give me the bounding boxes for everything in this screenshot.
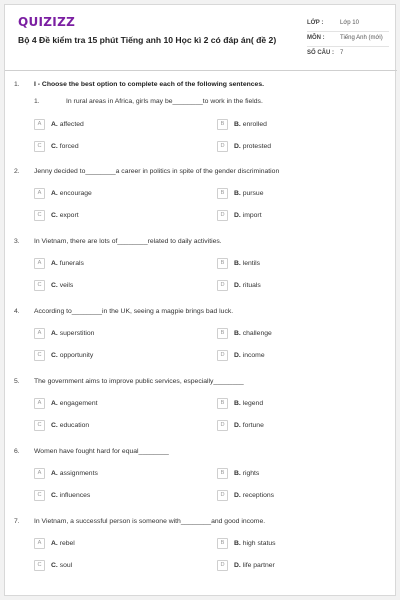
option-box: A <box>34 538 45 549</box>
option-text: soul <box>59 561 73 569</box>
question-7 <box>5 518 397 578</box>
option-box: C <box>34 141 45 152</box>
option-text: veils <box>59 281 74 289</box>
option-box: D <box>217 350 228 361</box>
option-c[interactable] <box>34 140 79 152</box>
question-2 <box>5 168 397 228</box>
option-b[interactable] <box>217 537 276 549</box>
option-text: funerals <box>59 259 84 267</box>
question-text: According to________in the UK, seeing a magpie brings bad luck. <box>34 308 234 315</box>
option-letter: A. <box>51 259 58 267</box>
option-letter: C. <box>51 281 58 289</box>
option-d[interactable] <box>217 349 265 361</box>
option-a[interactable] <box>34 327 94 339</box>
option-text: influences <box>59 491 91 499</box>
option-box: D <box>217 560 228 571</box>
option-text: rights <box>242 469 260 477</box>
option-box: D <box>217 490 228 501</box>
option-box: B <box>217 258 228 269</box>
option-letter: B. <box>234 259 241 267</box>
option-letter: D. <box>234 561 241 569</box>
option-letter: B. <box>234 399 241 407</box>
option-d[interactable] <box>217 140 271 152</box>
option-letter: D. <box>234 211 241 219</box>
option-box: D <box>217 210 228 221</box>
option-box: D <box>217 280 228 291</box>
option-letter: D. <box>234 351 241 359</box>
meta-value: 7 <box>340 49 344 56</box>
question-text: I - Choose the best option to complete each of the following sentences. <box>34 81 264 88</box>
meta-key: SỐ CÂU : <box>307 49 334 56</box>
option-c[interactable] <box>34 419 89 431</box>
option-letter: D. <box>234 421 241 429</box>
meta-row-subject <box>307 32 383 43</box>
question-number: 5. <box>14 378 20 385</box>
option-box: C <box>34 420 45 431</box>
option-box: C <box>34 210 45 221</box>
option-letter: D. <box>234 281 241 289</box>
option-text: challenge <box>242 329 272 337</box>
option-box: B <box>217 119 228 130</box>
question-3 <box>5 238 397 298</box>
option-box: C <box>34 560 45 571</box>
option-text: fortune <box>242 421 264 429</box>
option-b[interactable] <box>217 187 264 199</box>
option-b[interactable] <box>217 257 260 269</box>
option-letter: C. <box>51 491 58 499</box>
option-box: A <box>34 188 45 199</box>
option-letter: B. <box>234 189 241 197</box>
option-text: export <box>59 211 79 219</box>
option-text: receptions <box>242 491 275 499</box>
option-text: lentils <box>242 259 261 267</box>
option-text: education <box>59 421 90 429</box>
meta-row-count <box>307 47 383 58</box>
option-c[interactable] <box>34 349 93 361</box>
question-4 <box>5 308 397 368</box>
option-d[interactable] <box>217 419 264 431</box>
option-text: encourage <box>59 189 92 197</box>
option-d[interactable] <box>217 209 262 221</box>
option-box: A <box>34 119 45 130</box>
option-a[interactable] <box>34 257 84 269</box>
option-box: B <box>217 538 228 549</box>
option-box: C <box>34 280 45 291</box>
option-box: B <box>217 328 228 339</box>
option-box: B <box>217 468 228 479</box>
option-letter: A. <box>51 189 58 197</box>
meta-divider <box>307 46 389 47</box>
option-text: enrolled <box>242 120 267 128</box>
question-number: 1. <box>14 81 20 88</box>
option-box: A <box>34 468 45 479</box>
option-c[interactable] <box>34 559 72 571</box>
option-box: A <box>34 258 45 269</box>
option-text: life partner <box>242 561 275 569</box>
option-d[interactable] <box>217 489 274 501</box>
option-text: income <box>242 351 265 359</box>
worksheet-page <box>4 4 396 596</box>
meta-key: MÔN : <box>307 34 325 41</box>
option-text: superstition <box>59 329 95 337</box>
option-letter: C. <box>51 142 58 150</box>
option-b[interactable] <box>217 397 263 409</box>
option-a[interactable] <box>34 187 92 199</box>
option-a[interactable] <box>34 537 75 549</box>
option-d[interactable] <box>217 279 261 291</box>
question-number: 7. <box>14 518 20 525</box>
question-text: In Vietnam, a successful person is someone with________and good income. <box>34 518 266 525</box>
option-letter: C. <box>51 351 58 359</box>
option-d[interactable] <box>217 559 275 571</box>
meta-key: LỚP : <box>307 19 324 26</box>
option-b[interactable] <box>217 327 272 339</box>
option-box: B <box>217 188 228 199</box>
option-letter: A. <box>51 399 58 407</box>
worksheet-title: Bộ 4 Đề kiểm tra 15 phút Tiếng anh 10 Học kì 2 có đáp án( đề 2) <box>18 35 277 45</box>
option-text: high status <box>242 539 276 547</box>
meta-row-class <box>307 17 383 28</box>
option-letter: A. <box>51 539 58 547</box>
option-text: legend <box>242 399 264 407</box>
option-b[interactable] <box>217 118 267 130</box>
question-text: The government aims to improve public services, especially________ <box>34 378 244 385</box>
sub-question-number: 1. <box>34 98 40 105</box>
option-letter: C. <box>51 421 58 429</box>
option-letter: B. <box>234 469 241 477</box>
option-box: A <box>34 328 45 339</box>
option-letter: A. <box>51 329 58 337</box>
option-box: D <box>217 141 228 152</box>
meta-value: Tiếng Anh (mới) <box>340 34 383 41</box>
option-text: pursue <box>242 189 264 197</box>
option-letter: C. <box>51 561 58 569</box>
question-6 <box>5 448 397 508</box>
option-letter: D. <box>234 142 241 150</box>
option-text: rituals <box>242 281 261 289</box>
question-1 <box>5 81 397 161</box>
option-text: engagement <box>59 399 98 407</box>
option-box: B <box>217 398 228 409</box>
option-c[interactable] <box>34 489 90 501</box>
option-text: affected <box>59 120 84 128</box>
question-number: 4. <box>14 308 20 315</box>
option-text: assignments <box>59 469 98 477</box>
option-box: A <box>34 398 45 409</box>
option-letter: A. <box>51 469 58 477</box>
option-box: D <box>217 420 228 431</box>
option-letter: A. <box>51 120 58 128</box>
meta-divider <box>307 31 389 32</box>
option-text: opportunity <box>59 351 94 359</box>
option-letter: B. <box>234 120 241 128</box>
option-text: rebel <box>59 539 75 547</box>
worksheet-header <box>5 5 397 71</box>
option-c[interactable] <box>34 279 73 291</box>
question-number: 6. <box>14 448 20 455</box>
quizizz-logo: QUIZIZZ <box>18 15 76 29</box>
option-letter: D. <box>234 491 241 499</box>
question-number: 2. <box>14 168 20 175</box>
option-letter: C. <box>51 211 58 219</box>
option-a[interactable] <box>34 118 84 130</box>
option-a[interactable] <box>34 467 98 479</box>
question-text: Women have fought hard for equal________ <box>34 448 169 455</box>
question-5 <box>5 378 397 438</box>
question-number: 3. <box>14 238 20 245</box>
option-letter: B. <box>234 329 241 337</box>
option-c[interactable] <box>34 209 79 221</box>
option-b[interactable] <box>217 467 259 479</box>
meta-panel <box>307 17 383 62</box>
option-box: C <box>34 490 45 501</box>
meta-value: Lớp 10 <box>340 19 359 26</box>
option-text: import <box>242 211 262 219</box>
option-letter: B. <box>234 539 241 547</box>
option-text: protested <box>242 142 272 150</box>
option-box: C <box>34 350 45 361</box>
sub-question-text: In rural areas in Africa, girls may be________to work in the fields. <box>66 98 263 105</box>
question-text: Jenny decided to________a career in politics in spite of the gender discrimination <box>34 168 280 175</box>
question-text: In Vietnam, there are lots of________related to daily activities. <box>34 238 222 245</box>
option-a[interactable] <box>34 397 98 409</box>
option-text: forced <box>59 142 79 150</box>
